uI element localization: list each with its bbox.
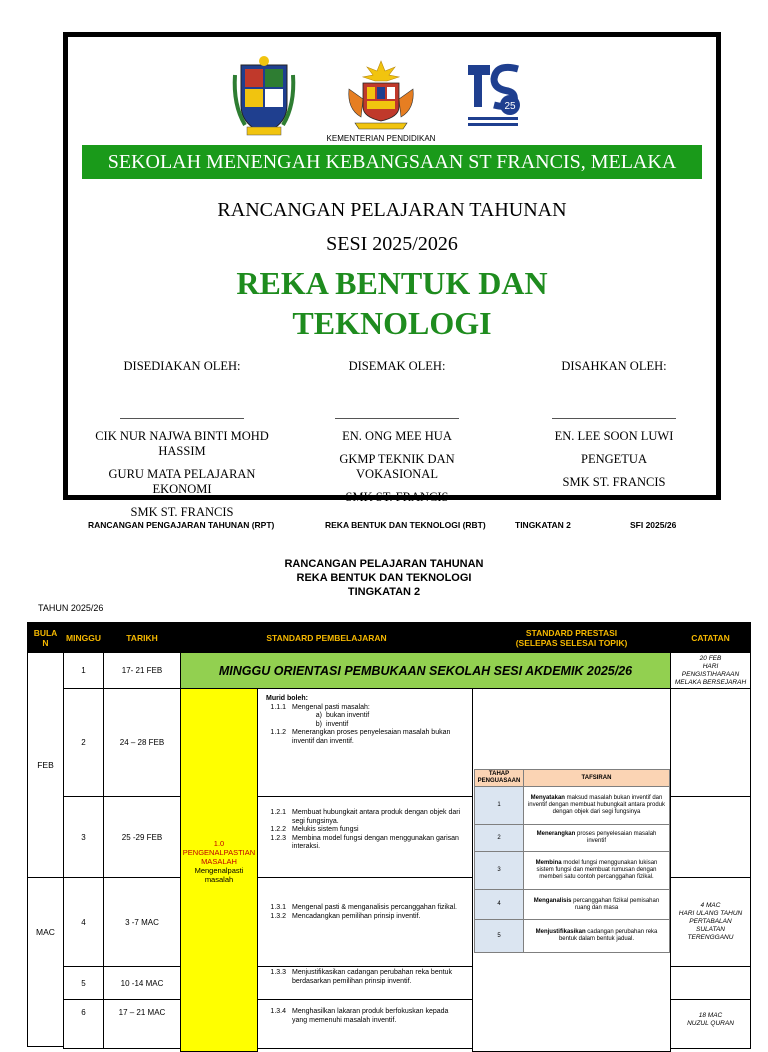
reviewed-by-heading: DISEMAK OLEH: xyxy=(348,359,446,373)
sp-number: 1.3.1 xyxy=(270,904,286,911)
sp-number: 1.1.2 xyxy=(270,729,286,736)
signature-line xyxy=(120,409,244,419)
legend-level-desc xyxy=(523,786,670,825)
topic-title: PENGENALPASTIAN MASALAH xyxy=(182,848,256,866)
sp-number: 1.3.4 xyxy=(270,1008,286,1015)
header-subject: REKA BENTUK DAN TEKNOLOGI (RBT) xyxy=(325,520,486,530)
note-week-2 xyxy=(670,688,751,797)
header-rpt: RANCANGAN PENGAJARAN TAHUNAN (RPT) xyxy=(88,520,275,530)
legend-text: proses penyelesaian masalah inventif xyxy=(575,831,657,844)
legend-level-number: 3 xyxy=(474,851,524,890)
header-form: TINGKATAN 2 xyxy=(515,520,571,530)
subject-line-1: REKA BENTUK DAN xyxy=(236,265,548,301)
date-cell: 17 – 21 MAC xyxy=(103,999,181,1049)
sp-sub-label: b) xyxy=(315,720,322,728)
col-header-bulan: BULA N xyxy=(27,622,64,653)
sp-text: Mengenal pasti & menganalisis percanggahan fizikal. xyxy=(292,904,457,911)
legend-level-desc xyxy=(523,824,670,852)
sp-number: 1.3.3 xyxy=(270,969,286,976)
col-header-minggu: MINGGU xyxy=(63,622,104,653)
sp-number: 1.2.1 xyxy=(270,809,286,816)
tsm-logo xyxy=(460,59,526,133)
sp-week-3 xyxy=(257,796,473,878)
prepared-by-name: CIK NUR NAJWA BINTI MOHD HASSIM xyxy=(95,429,269,458)
note-week-6: 18 MAC NUZUL QURAN xyxy=(670,999,751,1049)
prepared-by-school: SMK ST. FRANCIS xyxy=(130,505,234,519)
cover-page xyxy=(63,32,721,519)
sp-number: 1.2.3 xyxy=(270,834,286,842)
col-header-standard-prestasi xyxy=(472,622,671,653)
header-code: SFI 2025/26 xyxy=(630,520,677,530)
sp-text: Menerangkan proses penyelesaian masalah bukan inventif dan inventif. xyxy=(292,729,451,745)
week-cell: 2 xyxy=(63,688,104,797)
subject-line-2: TEKNOLOGI xyxy=(292,305,492,341)
title-line-1: RANCANGAN PELAJARAN TAHUNAN xyxy=(284,558,484,570)
signature-line xyxy=(552,409,676,419)
legend-text: cadangan perubahan reka bentuk dalam bentuk jadual. xyxy=(558,929,658,942)
legend-verb: Menganalisis xyxy=(533,897,572,904)
reviewed-by-role: GKMP TEKNIK DAN VOKASIONAL xyxy=(339,452,455,481)
approved-by-school: SMK ST. FRANCIS xyxy=(562,475,666,489)
legend-level-desc xyxy=(523,919,670,953)
approved-by-name: EN. LEE SOON LUWI xyxy=(554,429,674,443)
date-cell: 25 -29 FEB xyxy=(103,796,181,878)
note-week-3 xyxy=(670,796,751,878)
cover-doc-title: RANCANGAN PELAJARAN TAHUNAN xyxy=(217,199,567,221)
year-label: TAHUN 2025/26 xyxy=(38,603,104,613)
month-feb: FEB xyxy=(27,652,64,878)
legend-verb: Menerangkan xyxy=(536,831,576,837)
sp-text: Melukis sistem fungsi xyxy=(292,826,359,833)
plan-table xyxy=(27,622,751,1042)
note-week-1: 20 FEB HARI PENGISTIHARAAN MELAKA BERSEJARAH xyxy=(670,652,751,689)
tsm-badge-number: 25 xyxy=(504,101,516,112)
date-cell: 3 -7 MAC xyxy=(103,877,181,967)
legend-level-desc xyxy=(523,889,670,920)
date-cell: 10 -14 MAC xyxy=(103,966,181,1000)
logo-row xyxy=(68,55,716,145)
week-cell: 3 xyxy=(63,796,104,878)
sp-week-5 xyxy=(257,966,473,1000)
cover-subject xyxy=(68,263,716,343)
legend-verb: Membina xyxy=(535,860,562,866)
reviewed-by-column xyxy=(297,359,497,505)
sp-sub-label: a) xyxy=(315,712,322,719)
topic-subtitle: Mengenalpasti masalah xyxy=(194,866,244,884)
title-line-2: REKA BENTUK DAN TEKNOLOGI xyxy=(296,572,472,584)
malaysia-coat-of-arms-logo xyxy=(316,59,446,149)
approved-by-heading: DISAHKAN OLEH: xyxy=(561,359,667,373)
sp-text: Menghasilkan lakaran produk berfokuskan kepada yang memenuhi masalah inventif. xyxy=(292,1008,449,1024)
sp-text: Membuat hubungkait antara produk dengan objek dari segi fungsinya. xyxy=(292,809,461,825)
prepared-by-role: GURU MATA PELAJARAN EKONOMI xyxy=(108,467,256,496)
note-week-4: 4 MAC HARI ULANG TAHUN PERTABALAN SULATAN TERENGGANU xyxy=(670,877,751,967)
sp-text: Mengenal pasti masalah: xyxy=(292,703,370,711)
month-mac: MAC xyxy=(27,877,64,1047)
sp-text: Mencadangkan pemilihan prinsip inventif. xyxy=(292,912,421,920)
sp-week-6 xyxy=(257,999,473,1049)
legend-level-number: 4 xyxy=(474,889,524,920)
col-header-standard-pembelajaran: STANDARD PEMBELAJARAN xyxy=(180,622,473,653)
legend-text: model fungsi menggunakan lukisan sistem fungsi dan membuat rumusan dengan memberi satu contoh percanggahan fizikal. xyxy=(536,860,658,880)
sp-header-line-1: STANDARD PRESTASI xyxy=(525,627,618,638)
sp-number: 1.2.2 xyxy=(270,826,286,833)
school-crest-logo xyxy=(233,55,295,137)
orientation-week-banner: MINGGU ORIENTASI PEMBUKAAN SEKOLAH SESI AKDEMIK 2025/26 xyxy=(180,652,671,689)
sp-text: Membina model fungsi dengan menggunakan garisan interaksi. xyxy=(292,834,459,850)
sp-text: inventif xyxy=(326,720,349,728)
week-cell: 4 xyxy=(63,877,104,967)
topic-number: 1.0 xyxy=(213,839,225,848)
title-line-3: TINGKATAN 2 xyxy=(347,586,421,598)
week-cell: 1 xyxy=(63,652,104,689)
sp-week-4 xyxy=(257,877,473,967)
prepared-by-column xyxy=(82,359,282,520)
sp-text: bukan inventif xyxy=(326,712,370,719)
legend-level-desc xyxy=(523,851,670,890)
note-week-5 xyxy=(670,966,751,1000)
date-cell: 17- 21 FEB xyxy=(103,652,181,689)
approved-by-role: PENGETUA xyxy=(581,452,647,466)
legend-level-number: 1 xyxy=(474,786,524,825)
sp-number: 1.1.1 xyxy=(270,703,286,711)
legend-header-interpretation: TAFSIRAN xyxy=(523,769,670,787)
legend-level-number: 5 xyxy=(474,919,524,953)
legend-level-number: 2 xyxy=(474,824,524,852)
cover-session: SESI 2025/2026 xyxy=(326,233,458,255)
sp-week-2 xyxy=(257,688,473,797)
school-name-banner: SEKOLAH MENENGAH KEBANGSAAN ST FRANCIS, MELAKA xyxy=(82,145,702,179)
reviewed-by-school: SMK ST. FRANCIS xyxy=(345,490,449,504)
legend-verb: Menjustifikasikan xyxy=(535,929,586,935)
reviewed-by-name: EN. ONG MEE HUA xyxy=(342,429,452,443)
document-title xyxy=(0,557,768,599)
week-cell: 6 xyxy=(63,999,104,1049)
sp-text: Menjustifikasikan cadangan perubahan reka bentuk berdasarkan pemilihan prinsip inventif. xyxy=(292,969,452,985)
col-header-tarikh: TARIKH xyxy=(103,622,181,653)
approved-by-column xyxy=(514,359,714,490)
prepared-by-heading: DISEDIAKAN OLEH: xyxy=(123,359,241,373)
ministry-label: KEMENTERIAN PENDIDIKAN xyxy=(326,134,436,143)
legend-text: maksud masalah bukan inventif dan inventif dengan membuat hubungkait antara produk dengan objek dari segi fungsinya xyxy=(527,795,666,815)
sp-lead: Murid boleh: xyxy=(266,695,308,702)
week-cell: 5 xyxy=(63,966,104,1000)
sp-number: 1.3.2 xyxy=(270,912,286,920)
legend-verb: Menyatakan xyxy=(530,795,565,801)
sp-header-line-2: (SELEPAS SELESAI TOPIK) xyxy=(515,637,628,648)
legend-text: percanggahan fizikal pemisahan ruang dan masa xyxy=(571,897,660,911)
col-header-catatan: CATATAN xyxy=(670,622,751,653)
date-cell: 24 – 28 FEB xyxy=(103,688,181,797)
signature-line xyxy=(335,409,459,419)
legend-header-level: TAHAP PENGUASAAN xyxy=(474,769,524,787)
topic-cell xyxy=(180,688,258,1052)
